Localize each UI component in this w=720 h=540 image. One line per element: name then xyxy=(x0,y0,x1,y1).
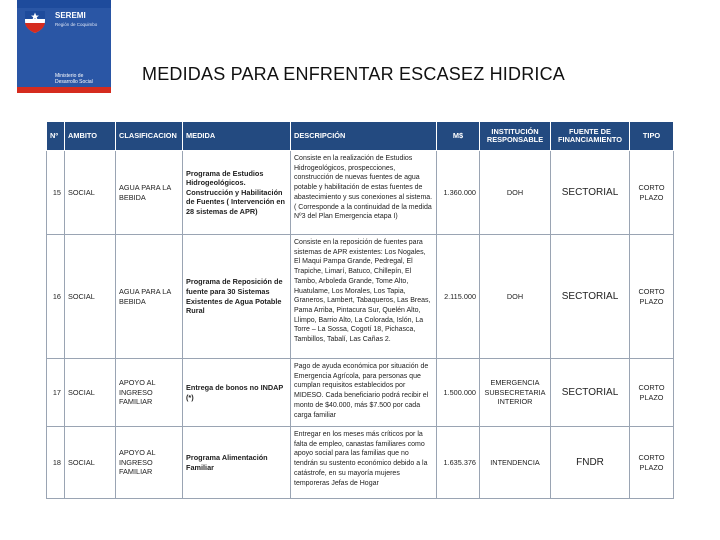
cell-fuente: FNDR xyxy=(551,427,630,499)
cell-ambito: SOCIAL xyxy=(65,359,116,427)
cell-clasificacion: APOYO AL INGRESO FAMILIAR xyxy=(116,359,183,427)
table-row xyxy=(47,151,674,235)
cell-descripcion: Consiste en la reposición de fuentes para sistemas de APR existentes: Los Nogales, El Maqui Pampa Grande, Pedregal, El Trapiche, Limarí, Batuco, Chillepín, El Tambo, Arboleda Grande, Tome Alto, Huatulame, Los Morales, Los Tapia, Graneros, Lambert, Tabaqueros, Las Breas, Pama Arriba, Pintacura Sur, Quelén Alto, Llimpo, Barrio Alto, La Colorada, Islón, La Torre – La Sossa, Cogotí 18, Pichasca, Tambillos, Tabalí, Las Cañas 2. xyxy=(291,235,437,359)
seremi-label: SEREMI xyxy=(55,11,86,20)
table-header-row xyxy=(47,122,674,151)
cell-medida: Programa de Reposición de fuente para 30 Sistemas Existentes de Agua Potable Rural xyxy=(183,235,291,359)
cell-medida: Entrega de bonos no INDAP (*) xyxy=(183,359,291,427)
header-clasificacion: CLASIFICACION xyxy=(116,122,183,151)
ministry-logo xyxy=(17,0,111,93)
page-title: MEDIDAS PARA ENFRENTAR ESCASEZ HIDRICA xyxy=(142,64,565,84)
coat-of-arms-icon xyxy=(22,8,48,34)
cell-medida: Programa Alimentación Familiar xyxy=(183,427,291,499)
cell-no: 17 xyxy=(47,359,65,427)
cell-ambito: SOCIAL xyxy=(65,427,116,499)
logo-top-stripe xyxy=(17,0,111,8)
header-no: Nº xyxy=(47,122,65,151)
header-institucion: INSTITUCIÓN RESPONSABLE xyxy=(480,122,551,151)
table-row xyxy=(47,359,674,427)
cell-tipo: CORTO PLAZO xyxy=(630,359,674,427)
header-ambito: AMBITO xyxy=(65,122,116,151)
header-ms: M$ xyxy=(437,122,480,151)
cell-ms: 2.115.000 xyxy=(437,235,480,359)
logo-bottom-stripe xyxy=(17,87,111,93)
cell-fuente: SECTORIAL xyxy=(551,359,630,427)
cell-clasificacion: APOYO AL INGRESO FAMILIAR xyxy=(116,427,183,499)
region-label: Región de Coquimbo xyxy=(55,22,98,27)
cell-no: 18 xyxy=(47,427,65,499)
cell-fuente: SECTORIAL xyxy=(551,235,630,359)
cell-institucion: EMERGENCIA SUBSECRETARIA INTERIOR xyxy=(480,359,551,427)
cell-institucion: INTENDENCIA xyxy=(480,427,551,499)
cell-ms: 1.360.000 xyxy=(437,151,480,235)
cell-institucion: DOH xyxy=(480,235,551,359)
cell-no: 15 xyxy=(47,151,65,235)
cell-clasificacion: AGUA PARA LA BEBIDA xyxy=(116,235,183,359)
table-row xyxy=(47,427,674,499)
cell-descripcion: Entregar en los meses más críticos por la falta de empleo, canastas familiares como apoyo social para las familias que no tendrán su sustento económico debido a la catástrofe, en su mayoría mujeres temporeras Jefas de Hogar xyxy=(291,427,437,499)
cell-tipo: CORTO PLAZO xyxy=(630,151,674,235)
cell-descripcion: Pago de ayuda económica por situación de Emergencia Agrícola, para personas que cumplan requisitos establecidos por MIDESO. Cada beneficiario podrá recibir el monto de $40.000, más $7.500 por cada carga familiar xyxy=(291,359,437,427)
cell-medida: Programa de Estudios Hidrogeológicos. Construcción y Habilitación de Fuentes ( Intervención en 28 sistemas de APR) xyxy=(183,151,291,235)
measures-table xyxy=(46,121,674,499)
cell-descripcion: Consiste en la realización de Estudios Hidrogeológicos, prospecciones, construcción de nuevas fuentes de agua potable y habilitación de estas fuentes de abastecimiento y sus conexiones al sistema. ( Corresponde a la continuidad de la medida Nº3 del Plan Emergencia etapa I) xyxy=(291,151,437,235)
cell-ms: 1.635.376 xyxy=(437,427,480,499)
cell-tipo: CORTO PLAZO xyxy=(630,427,674,499)
header-tipo: TIPO xyxy=(630,122,674,151)
cell-clasificacion: AGUA PARA LA BEBIDA xyxy=(116,151,183,235)
cell-ms: 1.500.000 xyxy=(437,359,480,427)
cell-no: 16 xyxy=(47,235,65,359)
cell-ambito: SOCIAL xyxy=(65,235,116,359)
cell-ambito: SOCIAL xyxy=(65,151,116,235)
cell-institucion: DOH xyxy=(480,151,551,235)
header-fuente: FUENTE DE FINANCIAMIENTO xyxy=(551,122,630,151)
cell-fuente: SECTORIAL xyxy=(551,151,630,235)
header-descripcion: DESCRIPCIÓN xyxy=(291,122,437,151)
ministry-label: Ministerio de Desarrollo Social xyxy=(55,73,93,85)
header-medida: MEDIDA xyxy=(183,122,291,151)
cell-tipo: CORTO PLAZO xyxy=(630,235,674,359)
table-row xyxy=(47,235,674,359)
